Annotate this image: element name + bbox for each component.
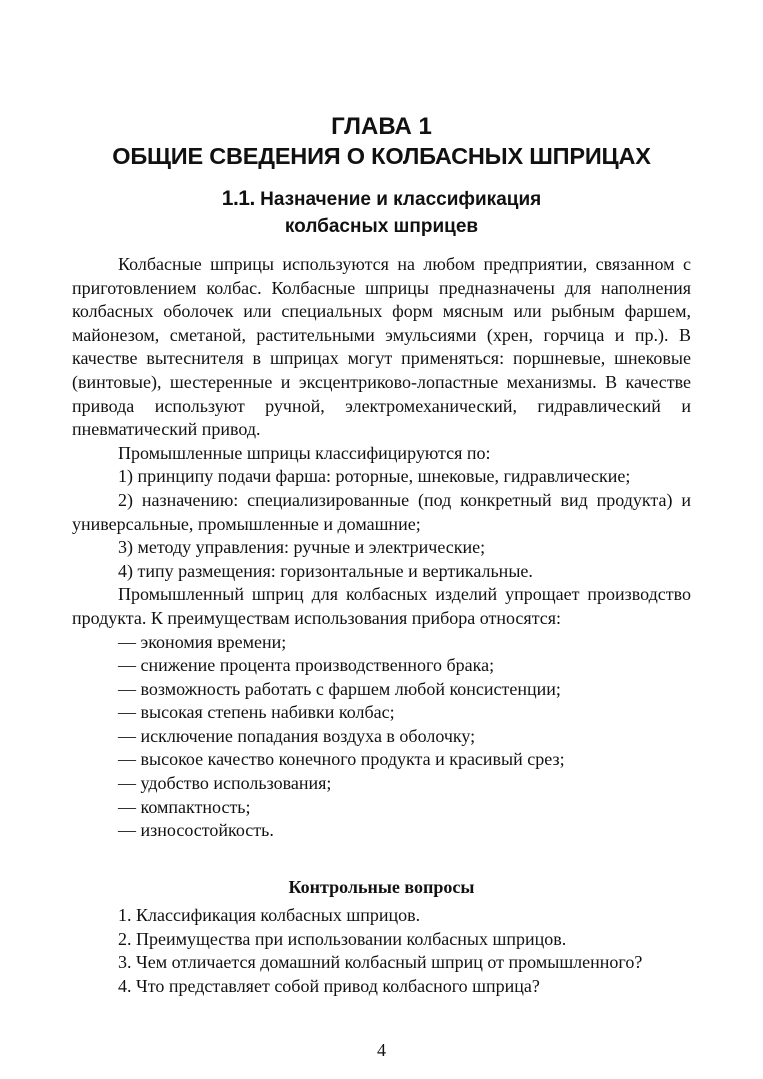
- advantage-item: — исключение попадания воздуха в оболочку;: [118, 725, 476, 746]
- classification-item-4: 4) типу размещения: горизонтальные и вертикальные.: [118, 560, 533, 581]
- body-text: [72, 253, 691, 843]
- advantage-item: — удобство использования;: [118, 773, 332, 794]
- advantage-item: — высокое качество конечного продукта и красивый срез;: [118, 749, 565, 770]
- paragraph-advantages-lead: Промышленный шприц для колбасных изделий упрощает производство продукта. К преимуществам использования прибора относятся:: [72, 584, 691, 628]
- chapter-number: ГЛАВА 1: [331, 113, 432, 140]
- section-number: 1.1.: [221, 187, 255, 210]
- advantage-item: — возможность работать с фаршем любой консистенции;: [118, 678, 561, 699]
- section-title-line1: Назначение и классификация: [260, 189, 542, 210]
- page-number: 4: [377, 1040, 386, 1060]
- section-title-line2: колбасных шприцев: [284, 216, 479, 237]
- chapter-title: ОБЩИЕ СВЕДЕНИЯ О КОЛБАСНЫХ ШПРИЦАХ: [112, 143, 651, 169]
- classification-item-2: 2) назначению: специализированные (под конкретный вид продукта) и универсальные, промышленные и домашние;: [72, 489, 691, 534]
- classification-item-1: 1) принципу подачи фарша: роторные, шнековые, гидравлические;: [118, 466, 631, 487]
- control-questions-list: [72, 904, 691, 998]
- advantage-item: — высокая степень набивки колбас;: [118, 702, 395, 723]
- question-item: 4. Что представляет собой привод колбасного шприца?: [118, 975, 540, 996]
- question-item: 2. Преимущества при использовании колбасных шприцов.: [118, 928, 567, 949]
- advantage-item: — компактность;: [118, 796, 251, 817]
- question-item: 3. Чем отличается домашний колбасный шприц от промышленного?: [118, 952, 643, 973]
- control-questions-heading: Контрольные вопросы: [288, 877, 475, 897]
- advantage-item: — экономия времени;: [118, 631, 287, 652]
- advantage-item: — износостойкость.: [118, 820, 274, 841]
- question-item: 1. Классификация колбасных шприцов.: [118, 905, 421, 925]
- section-heading: [0, 185, 763, 240]
- paragraph-classification-lead: Промышленные шприцы классифицируются по:: [118, 442, 491, 463]
- advantage-item: — снижение процента производственного брака;: [118, 655, 495, 676]
- classification-item-3: 3) методу управления: ручные и электрические;: [118, 537, 486, 558]
- paragraph-intro: Колбасные шприцы используются на любом предприятии, связанном с приготовлением колбас. Колбасные шприцы предназначены для наполнения колбасных оболочек или специальных форм мясным или рыбным фаршем, майонезом, сметаной, растительными эмульсиями (хрен, горчица и пр.). В качестве вытеснителя в шприцах могут применяться: поршневые, шнековые (винтовые), шестеренные и эксцентриково-лопастные механизмы. В качестве привода используют ручной, электромеханический, гидравлический и пневматический привод.: [72, 254, 691, 440]
